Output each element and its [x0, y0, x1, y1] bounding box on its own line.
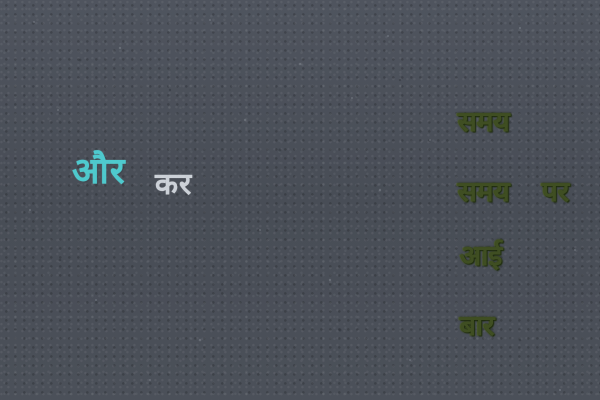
- moss-word-1: समय: [458, 105, 510, 138]
- moss-word-3: पर: [542, 175, 570, 208]
- moss-word-4: आई: [460, 239, 503, 272]
- white-chalk-word: कर: [155, 167, 193, 202]
- moss-word-5: बार: [460, 309, 495, 342]
- cyan-chalk-word: और: [72, 151, 126, 192]
- moss-word-2: समय: [458, 175, 510, 208]
